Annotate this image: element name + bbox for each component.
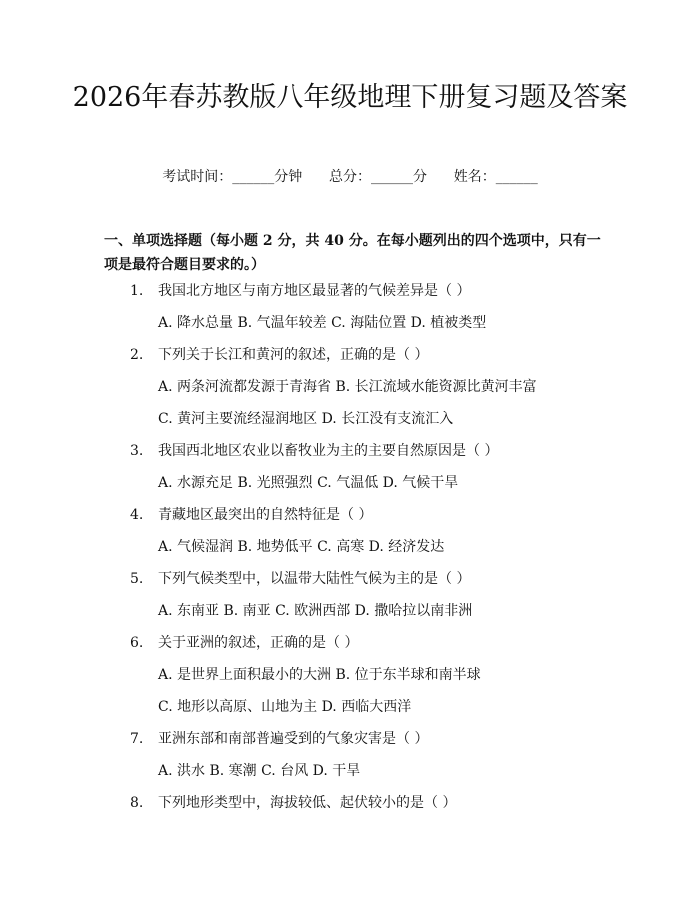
- question-4: [130, 505, 372, 525]
- question-5-options: A. 东南亚 B. 南亚 C. 欧洲西部 D. 撒哈拉以南非洲: [158, 603, 473, 619]
- question-number: 5.: [130, 571, 144, 587]
- question-5: [130, 569, 470, 589]
- question-3-options: A. 水源充足 B. 光照强烈 C. 气温低 D. 气候干旱: [158, 475, 459, 491]
- exam-info-line: 考试时间：______分钟 总分：______分 姓名：______: [162, 169, 538, 185]
- question-text: 我国西北地区农业以畜牧业为主的主要自然原因是（ ）: [158, 443, 499, 459]
- question-2-options-line-2: C. 黄河主要流经湿润地区 D. 长江没有支流汇入: [158, 411, 454, 427]
- question-number: 2.: [130, 347, 144, 363]
- question-4-options: A. 气候湿润 B. 地势低平 C. 高寒 D. 经济发达: [158, 539, 445, 555]
- question-6-options-line-1: A. 是世界上面积最小的大洲 B. 位于东半球和南半球: [158, 667, 481, 683]
- question-6-options-line-2: C. 地形以高原、山地为主 D. 西临大西洋: [158, 699, 412, 715]
- document-title: 2026年春苏教版八年级地理下册复习题及答案: [72, 82, 628, 113]
- question-number: 6.: [130, 635, 144, 651]
- question-1: [130, 281, 470, 301]
- question-2-options-line-1: A. 两条河流都发源于青海省 B. 长江流域水能资源比黄河丰富: [158, 379, 537, 395]
- question-text: 关于亚洲的叙述，正确的是（ ）: [158, 635, 359, 651]
- question-6: [130, 633, 358, 653]
- question-1-options: A. 降水总量 B. 气温年较差 C. 海陆位置 D. 植被类型: [158, 315, 487, 331]
- question-text: 我国北方地区与南方地区最显著的气候差异是（ ）: [158, 283, 471, 299]
- question-7: [130, 729, 428, 749]
- question-text: 下列关于长江和黄河的叙述，正确的是（ ）: [158, 347, 429, 363]
- question-8: [130, 793, 456, 813]
- question-number: 8.: [130, 795, 144, 811]
- question-text: 亚洲东部和南部普遍受到的气象灾害是（ ）: [158, 731, 429, 747]
- question-number: 4.: [130, 507, 144, 523]
- question-text: 下列气候类型中，以温带大陆性气候为主的是（ ）: [158, 571, 471, 587]
- section-heading: 一、单项选择题（每小题 2 分，共 40 分。在每小题列出的四个选项中，只有一项是最符合题目要求的。）: [104, 233, 601, 273]
- question-number: 1.: [130, 283, 144, 299]
- question-7-options: A. 洪水 B. 寒潮 C. 台风 D. 干旱: [158, 763, 361, 779]
- question-text: 下列地形类型中，海拔较低、起伏较小的是（ ）: [158, 795, 457, 811]
- question-text: 青藏地区最突出的自然特征是（ ）: [158, 507, 373, 523]
- question-3: [130, 441, 498, 461]
- question-number: 7.: [130, 731, 144, 747]
- question-2: [130, 345, 428, 365]
- question-number: 3.: [130, 443, 144, 459]
